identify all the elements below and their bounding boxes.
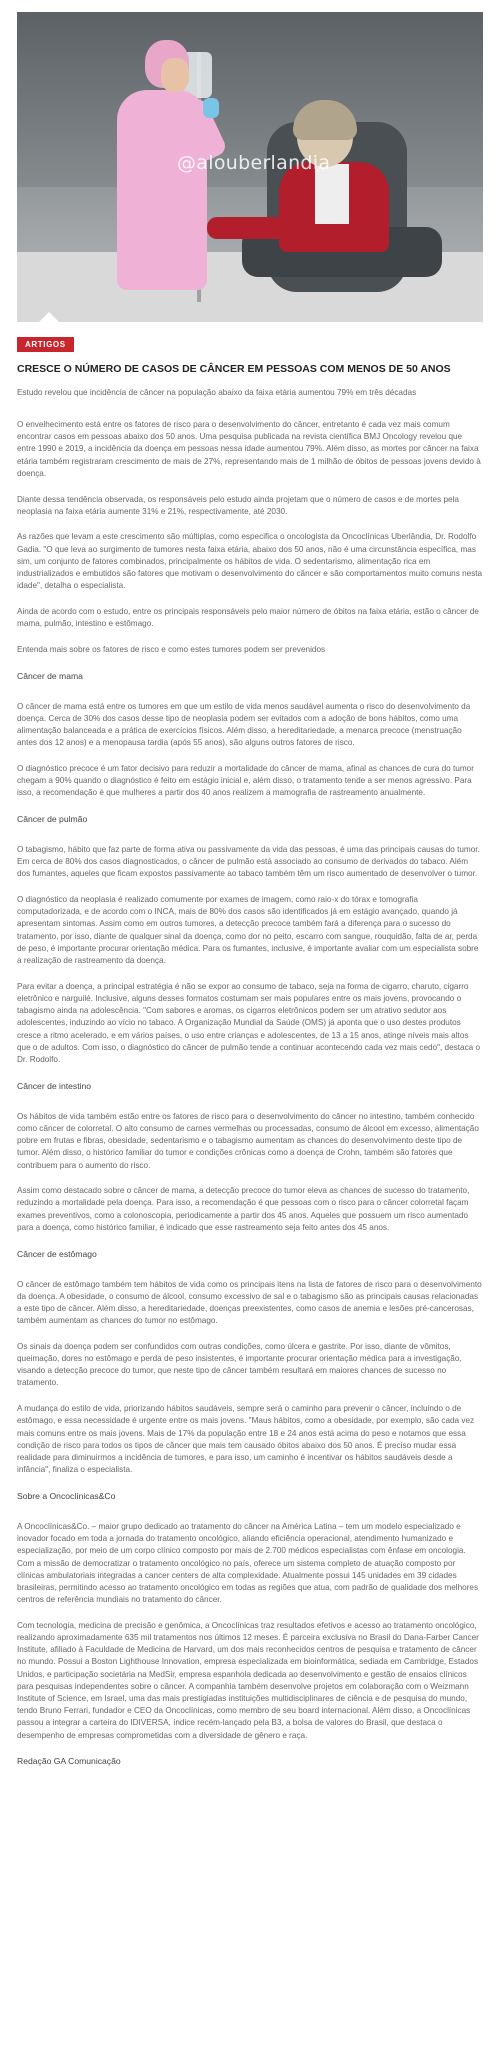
category-badge[interactable]: ARTIGOS — [17, 337, 74, 352]
article-signature: Redação GA Comunicação — [17, 1756, 121, 1767]
section-heading: Câncer de mama — [17, 670, 83, 681]
body-paragraph: O diagnóstico da neoplasia é realizado comumente por exames de imagem, como raio-x do tórax e tomografia computadorizada, e de acordo com o INCA, mais de 80% dos casos são identificados já em estágio avançado, quando já apresentam sintomas. Assim como em outros tumores, a detecção precoce também fará a diferença para o sucesso do tratamento, por isso, diante de qualquer sinal da doença, como dor no peito, escarro com sangue, rouquidão, falta de ar, perda de peso, é importante procurar orientação médica. Para os fumantes, inclusive, é importante avaliar com um especialista sobre a realização de rastreamento da doença. — [17, 895, 479, 966]
body-paragraph: Diante dessa tendência observada, os responsáveis pelo estudo ainda projetam que o número de casos e de mortes pela neoplasia na faixa etária aumente 31% e 21%, respectivamente, até 2030. — [17, 494, 459, 516]
body-paragraph: O tabagismo, hábito que faz parte de forma ativa ou passivamente da vida das pessoas, é uma das principais causas do tumor. Em cerca de 80% dos casos diagnosticados, o câncer de pulmão está associado ao consumo de derivados do tabaco. Além dos fumantes, aqueles que ficam expostos passivamente ao tabaco também têm um risco aumentado de desenvolver o tumor. — [17, 844, 480, 879]
article-title: CRESCE O NÚMERO DE CASOS DE CÂNCER EM PESSOAS COM MENOS DE 50 ANOS — [17, 363, 451, 375]
body-paragraph: A Oncoclínicas&Co. – maior grupo dedicado ao tratamento do câncer na América Latina – tem um modelo especializado e inovador focado em toda a jornada do tratamento oncológico, aliando eficiência operacional, atendimento humanizado e especialização, por meio de um corpo clínico composto por mais de 2.700 médicos especialistas com ênfase em oncologia. Com a missão de democratizar o tratamento oncológico no país, oferece um sistema completo de atuação composto por clínicas ambulatoriais integradas a cancer centers de alta complexidade. Atualmente possui 145 unidades em 39 cidades brasileiras, permitindo acesso ao tratamento oncológico em todas as regiões que atua, com padrão de qualidade dos melhores centros de referência mundiais no tratamento do câncer. — [17, 1521, 479, 1605]
image-watermark: @alouberlandia — [177, 152, 331, 174]
body-paragraph: O envelhecimento está entre os fatores de risco para o desenvolvimento do câncer, entretanto é cada vez mais comum encontrar casos em pessoas abaixo dos 50 anos. Uma pesquisa publicada na revista científica BMJ Oncology revelou que entre 1990 e 2019, a incidência da doença em pessoas nessa idade aumentou 79%. Além disso, as mortes por câncer na faixa etária também registraram crescimento de mais de 27%, representando mais de 1 milhão de óbitos de pessoas jovens devido à doença. — [17, 420, 481, 478]
body-paragraph: Ainda de acordo com o estudo, entre os principais responsáveis pelo maior número de óbitos na faixa etária, estão o câncer de mama, pulmão, intestino e estômago. — [17, 606, 479, 629]
nurse-face — [161, 58, 189, 92]
body-paragraph: Assim como destacado sobre o câncer de mama, a detecção precoce do tumor eleva as chances de sucesso do tratamento, reduzindo a mortalidade pela doença. Para isso, a recomendação é que pessoas com o risco para o câncer colorretal façam exames preventivos, como a colonoscopia, periodicamente a partir dos 45 anos. Aqueles que possuem um risco aumentado para a doença, como histórico familiar, é indicado que esse rastreamento seja feito antes dos 45 anos. — [17, 1186, 470, 1232]
body-paragraph: Os hábitos de vida também estão entre os fatores de risco para o desenvolvimento do câncer no intestino, também conhecido como câncer de colorretal. O alto consumo de carnes vermelhas ou processadas, consumo de álcool em excesso, alimentação pobre em frutas e fibras, obesidade, sedentarismo e o tabagismo aumentam as chances do desenvolvimento deste tipo de tumor. Além disso, o histórico familiar do tumor e condições crônicas como a doença de Crohn, também são fatores que contribuem para o aumento do risco. — [17, 1111, 479, 1170]
body-paragraph: Os sinais da doença podem ser confundidos com outras condições, como úlcera e gastrite. Por isso, diante de vômitos, queimação, dores no estômago e perda de peso insistentes, é importante procurar orientação médica para a investigação, visando a detecção precoce do tumor, que neste tipo de câncer também resultará em maiores chances de sucesso no tratamento. — [17, 1341, 462, 1388]
body-paragraph: Com tecnologia, medicina de precisão e genômica, a Oncoclínicas traz resultados efetivos e acesso ao tratamento oncológico, realizando aproximadamente 635 mil tratamentos nos últimos 12 meses. É parceira exclusiva no Brasil do Dana-Farber Cancer Institute, afiliado à Faculdade de Medicina de Harvard, um dos mais reconhecidos centros de pesquisa e tratamento de câncer no mundo. Possui a Boston Lighthouse Innovation, empresa especializada em bioinformática, sediada em Cambridge, Estados Unidos, e participação societária na MedSir, empresa espanhola dedicada ao desenvolvimento e gestão de ensaios clínicos para pesquisas independentes sobre o câncer. A companhia também desenvolve projetos em colaboração com o Weizmann Institute of Science, em Israel, uma das mais prestigiadas instituições multidisciplinares de ciência e de pesquisa do mundo, tendo Bruno Ferrari, fundador e CEO da Oncoclínicas, como membro de seu board internacional. Além disso, a Oncoclínicas passou a integrar a carteira do IDIVERSA, índice recém-lançado pela B3, a bolsa de valores do Brasil, que destaca o desempenho de empresas comprometidas com a diversidade de gênero e raça. — [17, 1620, 479, 1740]
body-paragraph: O câncer de mama está entre os tumores em que um estilo de vida menos saudável aumenta o risco do desenvolvimento da doença. Cerca de 30% dos casos desse tipo de neoplasia podem ser evitados com a adoção de bons hábitos, como uma alimentação balanceada e a prática de exercícios físicos. Além disso, a hereditariedade, a menarca precoce (menstruação antes dos 12 anos) e a menopausa tardia (após 55 anos), são alguns outros fatores de risco. — [17, 701, 471, 748]
section-heading: Câncer de intestino — [17, 1080, 92, 1091]
article-hero-image — [17, 12, 483, 322]
image-notch — [39, 312, 59, 322]
body-paragraph: Para evitar a doença, a principal estratégia é não se expor ao consumo de tabaco, seja na forma de cigarro, charuto, cigarro eletrônico e narguilé. Inclusive, alguns desses formatos costumam ser mais populares entre os mais jovens, provocando o tabagismo ainda na adolescência. "Com sabores e aromas, os cigarros eletrônicos podem ser um atrativo sedutor aos adolescentes, induzindo ao vício no tabaco. A Organização Mundial da Saúde (OMS) já aponta que o uso destes produtos cresce a ritmo acelerado, e em vários países, o uso entre crianças e adolescentes, de 13 a 15 anos, atinge níveis mais altos que o de adultos. Com isso, o diagnóstico do câncer de pulmão tende a continuar acontecendo cada vez mais cedo", destaca o Dr. Rodolfo. — [17, 981, 481, 1065]
body-paragraph: Entenda mais sobre os fatores de risco e como estes tumores podem ser prevenidos — [17, 644, 326, 654]
body-paragraph: O câncer de estômago também tem hábitos de vida como os principais itens na lista de fatores de risco para o desenvolvimento da doença. A obesidade, o consumo de álcool, consumo excessivo de sal e o tabagismo são as principais causas relacionadas a este tipo de câncer. Além disso, a hereditariedade, doenças preexistentes, como casos de anemia e lesões pré-cancerosas, também aumentam as chances do tumor no estômago. — [17, 1279, 482, 1326]
body-paragraph: A mudança do estilo de vida, priorizando hábitos saudáveis, sempre será o caminho para prevenir o câncer, incluindo o de estômago, e essa necessidade é urgente entre os mais jovens. "Maus hábitos, como a obesidade, por exemplo, são cada vez mais comuns entre os mais jovens. Mais de 17% da população entre 18 e 24 anos está acima do peso e notamos que essa condição de risco para todos os tipos de câncer que mais tem causado óbitos abaixo dos 50 anos. É preciso mudar essa realidade para diminuirmos a incidência de tumores, e para isso, um caminho é incentivar os hábitos saudáveis desde a infância", finaliza o especialista. — [17, 1404, 475, 1475]
article-subtitle: Estudo revelou que incidência de câncer na população abaixo da faixa etária aumentou 79% em três décadas — [17, 388, 417, 397]
article-page — [0, 12, 500, 1767]
section-heading: Sobre a Oncoclínicas&Co — [17, 1490, 116, 1501]
body-paragraph: O diagnóstico precoce é um fator decisivo para reduzir a mortalidade do câncer de mama, afinal as chances de cura do tumor chegam a 90% quando o diagnóstico é feito em estágio inicial e, além disso, o tratamento tende a ser menos agressivo. Para isso, a recomendação é que mulheres a partir dos 40 anos realizem a mamografia de rastreamento anualmente. — [17, 763, 474, 798]
patient-arm — [207, 217, 297, 239]
body-paragraph: As razões que levam a este crescimento são múltiplas, como especifica o oncologista da Oncoclínicas Uberlândia, Dr. Rodolfo Gadia. "O que leva ao surgimento de tumores nesta faixa etária, abaixo dos 50 anos, não é uma circunstância específica, mas sim, um conjunto de fatores combinados, principalmente os hábitos de vida. O sedentarismo, alimentação rica em industrializados e embutidos são fatores que motivam o desenvolvimento do câncer e são comportamentos muito comuns nesta idade", detalha o especialista. — [17, 532, 483, 591]
section-heading: Câncer de pulmão — [17, 813, 88, 824]
nurse-glove — [203, 98, 219, 118]
article-body — [17, 419, 483, 1742]
section-heading: Câncer de estômago — [17, 1248, 97, 1259]
